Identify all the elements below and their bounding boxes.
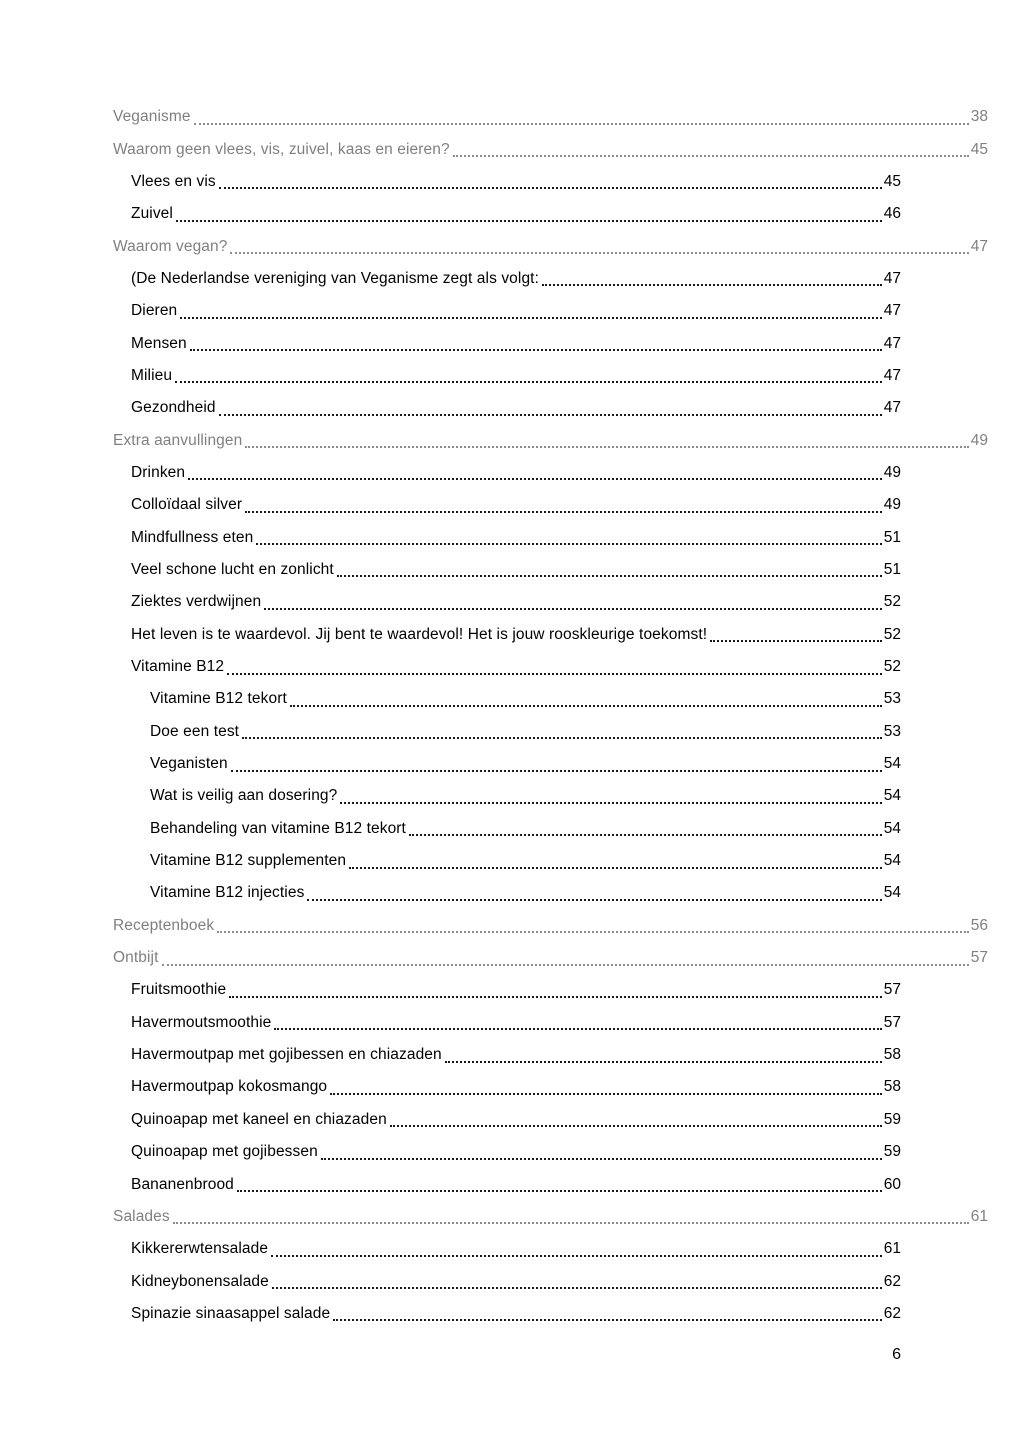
toc-dot-leader	[256, 542, 881, 545]
toc-entry-title: Havermoutpap met gojibessen en chiazaden	[131, 1046, 442, 1064]
toc-entry-title: Wat is veilig aan dosering?	[150, 787, 338, 805]
page-number: 6	[892, 1346, 901, 1363]
toc-entry[interactable]	[0, 974, 901, 1006]
toc-entry-page: 61	[970, 1207, 988, 1225]
toc-entry-title: Gezondheid	[131, 399, 216, 417]
toc-entry-page: 46	[883, 205, 901, 223]
toc-entry[interactable]	[0, 1233, 901, 1265]
toc-dot-leader	[445, 1060, 882, 1063]
toc-entry-page: 53	[883, 722, 901, 740]
toc-entry-title: Behandeling van vitamine B12 tekort	[150, 819, 406, 837]
toc-entry-page: 53	[883, 690, 901, 708]
toc-entry-page: 49	[883, 463, 901, 481]
toc-entry-page: 51	[883, 560, 901, 578]
toc-dot-leader	[231, 769, 882, 772]
toc-entry-page: 47	[883, 399, 901, 417]
toc-entry-page: 45	[970, 140, 988, 158]
toc-entry-page: 58	[883, 1046, 901, 1064]
toc-entry-title: Salades	[113, 1207, 170, 1225]
toc-entry[interactable]	[0, 263, 901, 295]
toc-entry-page: 57	[970, 949, 988, 967]
toc-dot-leader	[173, 1221, 969, 1224]
toc-entry-page: 38	[970, 108, 988, 126]
toc-entry-page: 51	[883, 528, 901, 546]
toc-entry-title: Kidneybonensalade	[131, 1272, 269, 1290]
toc-dot-leader	[180, 316, 881, 319]
toc-dot-leader	[175, 380, 882, 383]
toc-entry-page: 59	[883, 1143, 901, 1161]
toc-entry-page: 49	[883, 496, 901, 514]
toc-entry-title: Veganisten	[150, 755, 228, 773]
toc-dot-leader	[229, 995, 882, 998]
toc-entry-title: Veganisme	[113, 108, 191, 126]
toc-entry-title: Mensen	[131, 334, 187, 352]
toc-entry[interactable]	[0, 1007, 901, 1039]
toc-entry-page: 47	[883, 334, 901, 352]
toc-entry-page: 54	[883, 852, 901, 870]
toc-dot-leader	[219, 186, 882, 189]
toc-entry-title: Quinoapap met gojibessen	[131, 1143, 318, 1161]
toc-entry-page: 45	[883, 172, 901, 190]
toc-entry-page: 47	[883, 269, 901, 287]
toc-entry-title: Vitamine B12	[131, 658, 225, 676]
toc-dot-leader	[245, 445, 968, 448]
toc-dot-leader	[307, 898, 881, 901]
toc-dot-leader	[337, 574, 882, 577]
toc-dot-leader	[190, 348, 882, 351]
toc-entry-title: Doe een test	[150, 722, 240, 740]
toc-entry[interactable]	[0, 1168, 901, 1200]
toc-entry-title: Milieu	[131, 366, 173, 384]
toc-entry-page: 47	[883, 302, 901, 320]
toc-entry[interactable]	[0, 1039, 901, 1071]
toc-dot-leader	[274, 1027, 881, 1030]
toc-entry-page: 59	[883, 1110, 901, 1128]
toc-entry[interactable]	[0, 198, 901, 230]
toc-dot-leader	[219, 413, 882, 416]
toc-dot-leader	[453, 154, 969, 157]
toc-entry-page: 52	[883, 593, 901, 611]
toc-entry-title: Quinoapap met kaneel en chiazaden	[131, 1110, 387, 1128]
toc-entry-title: Colloïdaal silver	[131, 496, 243, 514]
toc-entry-title: Fruitsmoothie	[131, 981, 227, 999]
toc-entry-title: Waarom vegan?	[113, 237, 228, 255]
toc-entry[interactable]	[0, 683, 901, 715]
toc-dot-leader	[227, 672, 882, 675]
toc-entry[interactable]	[0, 910, 988, 942]
toc-dot-leader	[321, 1157, 882, 1160]
toc-entry-title: Mindfullness eten	[131, 528, 254, 546]
toc-entry[interactable]	[0, 619, 901, 651]
toc-entry-page: 57	[883, 1013, 901, 1031]
toc-entry[interactable]	[0, 166, 901, 198]
table-of-contents	[0, 101, 1021, 1330]
toc-entry-title: Havermoutsmoothie	[131, 1013, 272, 1031]
toc-entry[interactable]	[0, 457, 901, 489]
toc-dot-leader	[290, 704, 882, 707]
toc-dot-leader	[242, 736, 882, 739]
toc-entry-page: 58	[883, 1078, 901, 1096]
toc-dot-leader	[237, 1189, 882, 1192]
toc-dot-leader	[390, 1124, 882, 1127]
toc-entry[interactable]	[0, 748, 901, 780]
toc-entry-page: 60	[883, 1175, 901, 1193]
toc-entry[interactable]	[0, 651, 901, 683]
toc-entry-title: Ziektes verdwijnen	[131, 593, 262, 611]
toc-entry-page: 57	[883, 981, 901, 999]
toc-entry-title: Waarom geen vlees, vis, zuivel, kaas en eieren?	[113, 140, 450, 158]
toc-entry-page: 56	[970, 916, 988, 934]
toc-entry[interactable]	[0, 1071, 901, 1103]
toc-dot-leader	[542, 283, 882, 286]
toc-entry-page: 54	[883, 884, 901, 902]
toc-entry[interactable]	[0, 392, 901, 424]
toc-dot-leader	[340, 801, 881, 804]
toc-dot-leader	[176, 219, 882, 222]
toc-entry-title: Receptenboek	[113, 916, 215, 934]
toc-entry-title: Dieren	[131, 302, 178, 320]
toc-entry[interactable]	[0, 877, 901, 909]
toc-entry-page: 54	[883, 787, 901, 805]
toc-entry[interactable]	[0, 942, 988, 974]
toc-entry-page: 52	[883, 658, 901, 676]
toc-entry-title: Ontbijt	[113, 949, 159, 967]
toc-entry-page: 54	[883, 755, 901, 773]
toc-entry[interactable]	[0, 1104, 901, 1136]
toc-entry-title: Drinken	[131, 463, 186, 481]
toc-dot-leader	[188, 477, 882, 480]
toc-entry-title: Vlees en vis	[131, 172, 216, 190]
toc-entry[interactable]	[0, 554, 901, 586]
toc-dot-leader	[349, 866, 882, 869]
toc-dot-leader	[330, 1092, 882, 1095]
toc-entry-page: 52	[883, 625, 901, 643]
toc-entry[interactable]	[0, 845, 901, 877]
toc-entry-page: 47	[970, 237, 988, 255]
toc-dot-leader	[264, 607, 882, 610]
toc-entry-title: Bananenbrood	[131, 1175, 234, 1193]
toc-entry-page: 54	[883, 819, 901, 837]
toc-entry-title: Vitamine B12 tekort	[150, 690, 287, 708]
toc-dot-leader	[230, 251, 968, 254]
toc-entry[interactable]	[0, 813, 901, 845]
toc-entry[interactable]	[0, 1265, 901, 1297]
toc-entry-title: Veel schone lucht en zonlicht	[131, 560, 334, 578]
toc-entry[interactable]	[0, 133, 988, 165]
toc-entry-title: (De Nederlandse vereniging van Veganisme zegt als volgt:	[131, 269, 539, 287]
toc-dot-leader	[271, 1254, 882, 1257]
toc-entry-title: Spinazie sinaasappel salade	[131, 1304, 331, 1322]
toc-entry[interactable]	[0, 489, 901, 521]
toc-entry-title: Vitamine B12 supplementen	[150, 852, 347, 870]
toc-dot-leader	[272, 1286, 882, 1289]
toc-entry[interactable]	[0, 424, 988, 456]
toc-entry-title: Extra aanvullingen	[113, 431, 243, 449]
toc-entry-title: Zuivel	[131, 205, 173, 223]
toc-entry-title: Vitamine B12 injecties	[150, 884, 305, 902]
toc-entry[interactable]	[0, 1298, 901, 1330]
toc-entry[interactable]	[0, 295, 901, 327]
toc-dot-leader	[245, 510, 882, 513]
toc-entry-page: 62	[883, 1304, 901, 1322]
toc-dot-leader	[409, 833, 882, 836]
toc-entry-page: 47	[883, 366, 901, 384]
toc-entry[interactable]	[0, 521, 901, 553]
toc-dot-leader	[162, 963, 969, 966]
toc-dot-leader	[710, 639, 882, 642]
toc-dot-leader	[217, 930, 969, 933]
toc-entry-page: 61	[883, 1240, 901, 1258]
toc-dot-leader	[333, 1318, 882, 1321]
toc-entry[interactable]	[0, 101, 988, 133]
toc-dot-leader	[194, 122, 969, 125]
toc-entry-title: Havermoutpap kokosmango	[131, 1078, 328, 1096]
toc-entry[interactable]	[0, 1136, 901, 1168]
toc-entry[interactable]	[0, 586, 901, 618]
toc-entry[interactable]	[0, 360, 901, 392]
toc-entry-title: Het leven is te waardevol. Jij bent te waardevol! Het is jouw rooskleurige toekomst!	[131, 625, 708, 643]
toc-entry[interactable]	[0, 1201, 988, 1233]
toc-entry[interactable]	[0, 716, 901, 748]
toc-entry[interactable]	[0, 230, 988, 262]
toc-entry[interactable]	[0, 327, 901, 359]
toc-entry-page: 49	[970, 431, 988, 449]
toc-entry[interactable]	[0, 780, 901, 812]
toc-entry-page: 62	[883, 1272, 901, 1290]
toc-entry-title: Kikkererwtensalade	[131, 1240, 269, 1258]
